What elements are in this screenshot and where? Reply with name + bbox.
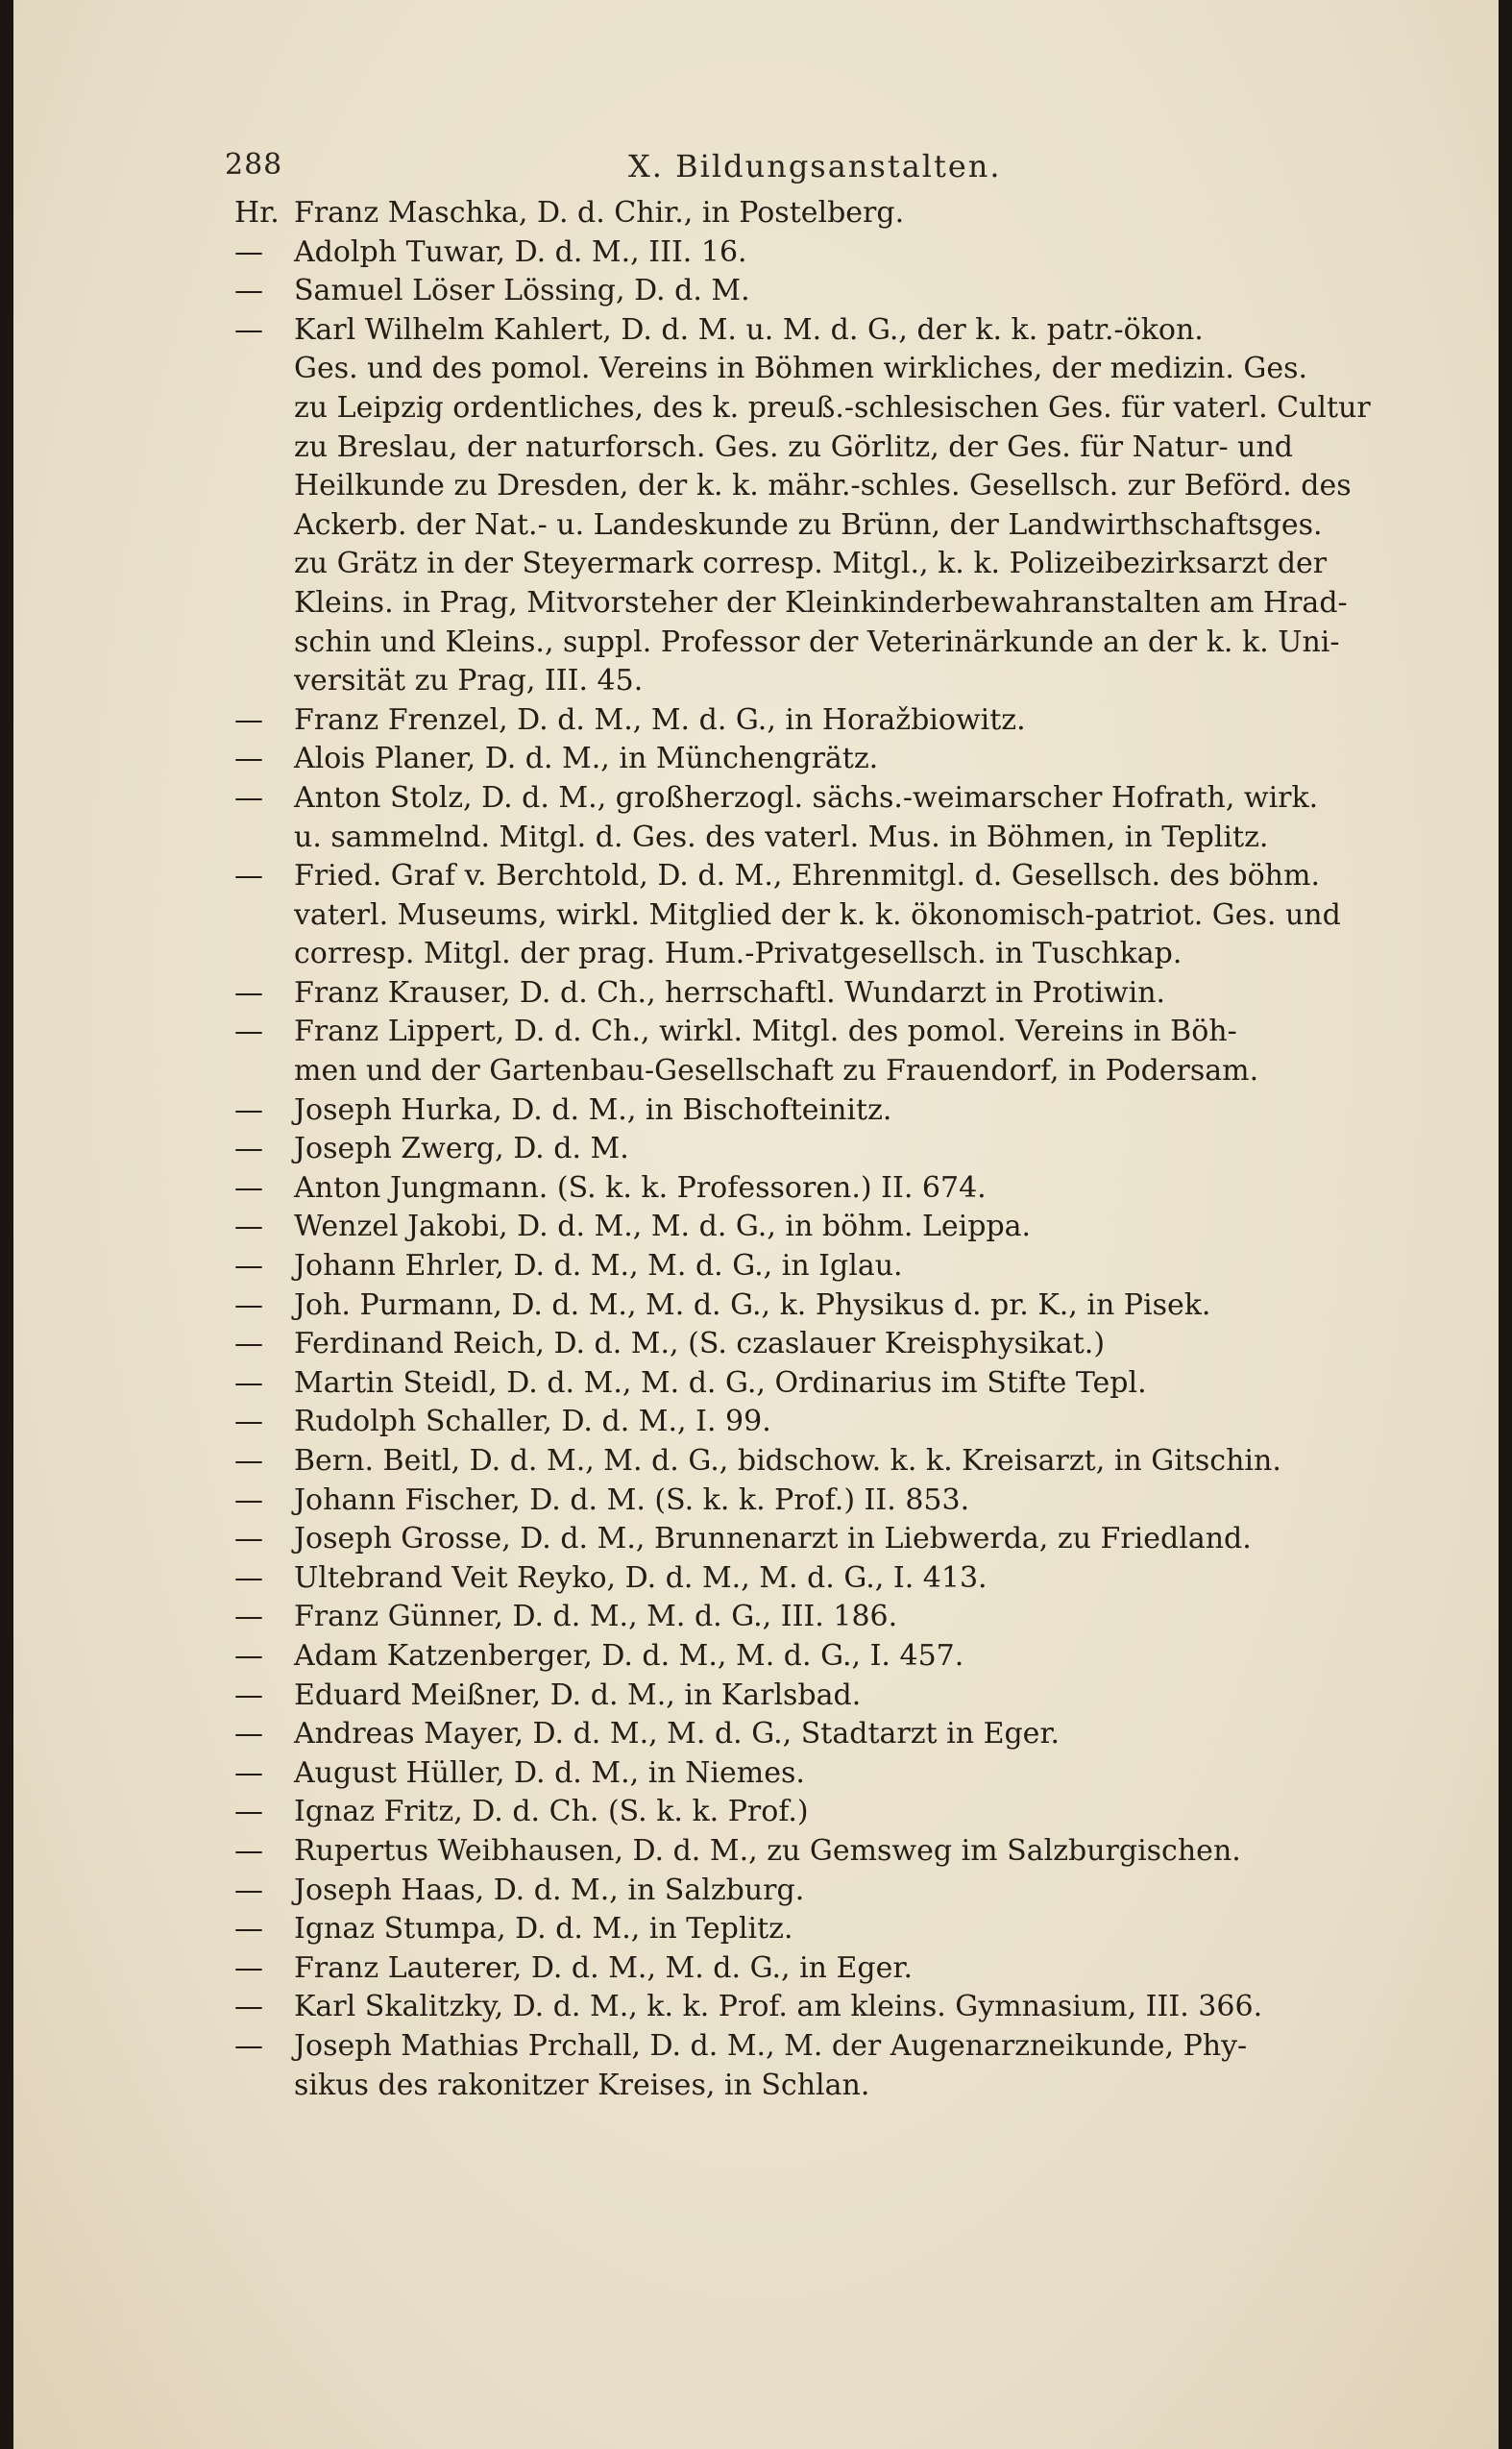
- entry-text: Johann Fischer, D. d. M. (S. k. k. Prof.) II. 853.: [294, 1482, 970, 1517]
- entry-continuation-line: [234, 350, 1454, 389]
- list-item: [234, 1988, 1454, 2027]
- entry-text: Ges. und des pomol. Vereins in Böhmen wirkliches, der medizin. Ges.: [294, 352, 1308, 386]
- entry-line: [234, 740, 1454, 779]
- list-item: [234, 1091, 1454, 1131]
- list-item: [234, 1910, 1454, 1949]
- running-head: X. Bildungsanstalten.: [628, 148, 1002, 184]
- entry-line: [234, 1286, 1454, 1326]
- entry-lead-marker: —: [234, 1132, 263, 1166]
- list-item: [234, 1286, 1454, 1326]
- list-item: [234, 1442, 1454, 1482]
- list-item: [234, 1403, 1454, 1442]
- entry-lead-marker: —: [234, 1990, 263, 2024]
- entry-text: Karl Wilhelm Kahlert, D. d. M. u. M. d. G., der k. k. patr.-ökon.: [294, 312, 1204, 347]
- entry-text: Rupertus Weibhausen, D. d. M., zu Gemsweg im Salzburgischen.: [294, 1833, 1241, 1868]
- entry-line: [234, 1559, 1454, 1599]
- entry-lead-marker: —: [234, 975, 263, 1010]
- entry-lead-marker: —: [234, 780, 263, 815]
- entry-text: Franz Günner, D. d. M., M. d. G., III. 186.: [294, 1600, 898, 1634]
- entry-text: Franz Lippert, D. d. Ch., wirkl. Mitgl. des pomol. Vereins in Böh-: [294, 1015, 1237, 1049]
- entry-lead-marker: —: [234, 1170, 263, 1205]
- list-item: [234, 1482, 1454, 1521]
- entry-lead-marker: —: [234, 1873, 263, 1907]
- entry-text: Joseph Haas, D. d. M., in Salzburg.: [294, 1873, 805, 1907]
- entry-line: [234, 1910, 1454, 1949]
- entry-lead-marker: —: [234, 1365, 263, 1400]
- entry-lead-marker: —: [234, 1444, 263, 1478]
- list-item: [234, 1715, 1454, 1754]
- list-item: [234, 974, 1454, 1014]
- entry-lead-marker: —: [234, 702, 263, 737]
- entry-text: Wenzel Jakobi, D. d. M., M. d. G., in böhm. Leippa.: [294, 1210, 1032, 1244]
- entry-lead-marker: —: [234, 1092, 263, 1127]
- entry-text: Franz Krauser, D. d. Ch., herrschaftl. Wundarzt in Protiwin.: [294, 975, 1166, 1010]
- entry-continuation-line: [234, 2067, 1454, 2106]
- entry-lead-marker: —: [234, 234, 263, 269]
- entry-text: Bern. Beitl, D. d. M., M. d. G., bidschow. k. k. Kreisarzt, in Gitschin.: [294, 1444, 1281, 1478]
- list-item: [234, 1949, 1454, 1989]
- entry-lead-marker: —: [234, 1678, 263, 1712]
- entry-line: [234, 1793, 1454, 1832]
- entry-text: Joh. Purmann, D. d. M., M. d. G., k. Physikus d. pr. K., in Pisek.: [294, 1287, 1211, 1322]
- entry-line: [234, 1832, 1454, 1872]
- list-item: [234, 1169, 1454, 1209]
- entry-line: [234, 1325, 1454, 1364]
- list-item: [234, 740, 1454, 779]
- entry-continuation-line: [234, 467, 1454, 506]
- list-item: [234, 1364, 1454, 1404]
- entry-text: Samuel Löser Lössing, D. d. M.: [294, 274, 750, 308]
- entry-lead-marker: —: [234, 859, 263, 894]
- entry-lead-marker: —: [234, 1287, 263, 1322]
- page-header: [225, 148, 1474, 190]
- list-item: [234, 194, 1454, 233]
- entry-text: corresp. Mitgl. der prag. Hum.-Privatgesellsch. in Tuschkap.: [294, 937, 1183, 971]
- entry-line: [234, 1013, 1454, 1052]
- entry-text: Joseph Hurka, D. d. M., in Bischofteinitz.: [294, 1092, 892, 1127]
- entry-text: Anton Stolz, D. d. M., großherzogl. sächs.-weimarscher Hofrath, wirk.: [294, 780, 1319, 815]
- entry-list: [234, 194, 1454, 2105]
- entry-line: [234, 1872, 1454, 1911]
- entry-continuation-line: [234, 624, 1454, 663]
- entry-text: Heilkunde zu Dresden, der k. k. mähr.-schles. Gesellsch. zur Beförd. des: [294, 469, 1352, 503]
- list-item: [234, 233, 1454, 273]
- entry-line: [234, 311, 1454, 351]
- entry-lead-marker: —: [234, 742, 263, 776]
- list-item: [234, 311, 1454, 701]
- entry-continuation-line: [234, 429, 1454, 468]
- list-item: [234, 1559, 1454, 1599]
- entry-line: [234, 1754, 1454, 1794]
- entry-text: Fried. Graf v. Berchtold, D. d. M., Ehrenmitgl. d. Gesellsch. des böhm.: [294, 859, 1320, 894]
- entry-line: [234, 194, 1454, 233]
- entry-text: August Hüller, D. d. M., in Niemes.: [294, 1755, 805, 1790]
- entry-lead-marker: —: [234, 1600, 263, 1634]
- entry-lead-marker: —: [234, 1912, 263, 1947]
- entry-line: [234, 1715, 1454, 1754]
- list-item: [234, 1013, 1454, 1090]
- entry-text: Franz Lauterer, D. d. M., M. d. G., in Eger.: [294, 1950, 913, 1985]
- list-item: [234, 779, 1454, 857]
- list-item: [234, 1637, 1454, 1677]
- list-item: [234, 1872, 1454, 1911]
- entry-text: Joseph Zwerg, D. d. M.: [294, 1132, 629, 1166]
- entry-text: zu Leipzig ordentliches, des k. preuß.-schlesischen Ges. für vaterl. Cultur: [294, 390, 1371, 425]
- entry-line: [234, 272, 1454, 311]
- entry-text: zu Breslau, der naturforsch. Ges. zu Görlitz, der Ges. für Natur- und: [294, 429, 1293, 464]
- entry-continuation-line: [234, 389, 1454, 429]
- entry-line: [234, 1598, 1454, 1637]
- entry-continuation-line: [234, 506, 1454, 546]
- entry-lead-marker: —: [234, 1755, 263, 1790]
- list-item: [234, 272, 1454, 311]
- entry-text: Karl Skalitzky, D. d. M., k. k. Prof. am kleins. Gymnasium, III. 366.: [294, 1990, 1263, 2024]
- entry-text: sikus des rakonitzer Kreises, in Schlan.: [294, 2068, 870, 2102]
- entry-lead-marker: —: [234, 312, 263, 347]
- entry-text: Rudolph Schaller, D. d. M., I. 99.: [294, 1405, 771, 1439]
- entry-lead-marker: —: [234, 1210, 263, 1244]
- book-page: [13, 0, 1499, 2449]
- entry-continuation-line: [234, 896, 1454, 936]
- entry-line: [234, 233, 1454, 273]
- entry-text: Andreas Mayer, D. d. M., M. d. G., Stadtarzt in Eger.: [294, 1717, 1061, 1751]
- list-item: [234, 1325, 1454, 1364]
- entry-lead-marker: —: [234, 1327, 263, 1361]
- entry-line: [234, 1247, 1454, 1286]
- entry-lead-marker: —: [234, 1522, 263, 1556]
- list-item: [234, 1208, 1454, 1247]
- entry-line: [234, 779, 1454, 819]
- entry-line: [234, 1091, 1454, 1131]
- entry-text: Anton Jungmann. (S. k. k. Professoren.) II. 674.: [294, 1170, 987, 1205]
- entry-text: Ferdinand Reich, D. d. M., (S. czaslauer Kreisphysikat.): [294, 1327, 1106, 1361]
- list-item: [234, 1598, 1454, 1637]
- entry-text: Martin Steidl, D. d. M., M. d. G., Ordinarius im Stifte Tepl.: [294, 1365, 1147, 1400]
- entry-text: Joseph Grosse, D. d. M., Brunnenarzt in Liebwerda, zu Friedland.: [294, 1522, 1252, 1556]
- entry-line: [234, 1988, 1454, 2027]
- entry-line: [234, 2027, 1454, 2067]
- entry-text: men und der Gartenbau-Gesellschaft zu Frauendorf, in Podersam.: [294, 1054, 1259, 1089]
- entry-lead-marker: —: [234, 1638, 263, 1673]
- entry-line: [234, 1364, 1454, 1404]
- entry-text: Alois Planer, D. d. M., in Münchengrätz.: [294, 742, 879, 776]
- entry-lead-marker: —: [234, 274, 263, 308]
- entry-line: [234, 1169, 1454, 1209]
- entry-lead-marker: —: [234, 1249, 263, 1284]
- entry-lead-marker: Hr.: [234, 196, 280, 230]
- entry-line: [234, 974, 1454, 1014]
- entry-line: [234, 1637, 1454, 1677]
- entry-lead-marker: —: [234, 1560, 263, 1595]
- entry-continuation-line: [234, 545, 1454, 584]
- entry-lead-marker: —: [234, 1795, 263, 1829]
- list-item: [234, 1130, 1454, 1169]
- list-item: [234, 1754, 1454, 1794]
- entry-text: Adolph Tuwar, D. d. M., III. 16.: [294, 234, 747, 269]
- entry-continuation-line: [234, 662, 1454, 701]
- entry-line: [234, 1949, 1454, 1989]
- entry-text: versität zu Prag, III. 45.: [294, 664, 644, 698]
- entry-line: [234, 857, 1454, 896]
- page-number: 288: [225, 148, 283, 182]
- entry-text: Ignaz Fritz, D. d. Ch. (S. k. k. Prof.): [294, 1795, 809, 1829]
- entry-line: [234, 1482, 1454, 1521]
- entry-text: Ackerb. der Nat.- u. Landeskunde zu Brünn, der Landwirthschaftsges.: [294, 507, 1323, 542]
- list-item: [234, 701, 1454, 741]
- entry-line: [234, 701, 1454, 741]
- entry-text: Franz Frenzel, D. d. M., M. d. G., in Horažbiowitz.: [294, 702, 1026, 737]
- entry-text: Johann Ehrler, D. d. M., M. d. G., in Iglau.: [294, 1249, 903, 1284]
- entry-text: Ultebrand Veit Reyko, D. d. M., M. d. G., I. 413.: [294, 1560, 988, 1595]
- list-item: [234, 1677, 1454, 1716]
- entry-line: [234, 1208, 1454, 1247]
- entry-lead-marker: —: [234, 1405, 263, 1439]
- entry-text: vaterl. Museums, wirkl. Mitglied der k. k. ökonomisch-patriot. Ges. und: [294, 897, 1341, 932]
- list-item: [234, 1832, 1454, 1872]
- entry-line: [234, 1403, 1454, 1442]
- list-item: [234, 1520, 1454, 1559]
- entry-text: Adam Katzenberger, D. d. M., M. d. G., I. 457.: [294, 1638, 964, 1673]
- entry-lead-marker: —: [234, 2028, 263, 2063]
- entry-text: Eduard Meißner, D. d. M., in Karlsbad.: [294, 1678, 862, 1712]
- entry-text: Franz Maschka, D. d. Chir., in Postelberg.: [294, 196, 905, 230]
- entry-lead-marker: —: [234, 1950, 263, 1985]
- entry-continuation-line: [234, 1052, 1454, 1091]
- entry-lead-marker: —: [234, 1015, 263, 1049]
- entry-text: Joseph Mathias Prchall, D. d. M., M. der Augenarzneikunde, Phy-: [294, 2028, 1248, 2063]
- list-item: [234, 2027, 1454, 2105]
- entry-lead-marker: —: [234, 1717, 263, 1751]
- entry-continuation-line: [234, 935, 1454, 974]
- entry-line: [234, 1130, 1454, 1169]
- entry-line: [234, 1442, 1454, 1482]
- entry-line: [234, 1520, 1454, 1559]
- entry-lead-marker: —: [234, 1482, 263, 1517]
- entry-text: zu Grätz in der Steyermark corresp. Mitgl., k. k. Polizeibezirksarzt der: [294, 547, 1328, 581]
- list-item: [234, 857, 1454, 974]
- entry-continuation-line: [234, 584, 1454, 624]
- entry-continuation-line: [234, 819, 1454, 858]
- entry-lead-marker: —: [234, 1833, 263, 1868]
- entry-text: schin und Kleins., suppl. Professor der Veterinärkunde an der k. k. Uni-: [294, 624, 1340, 659]
- entry-text: u. sammelnd. Mitgl. d. Ges. des vaterl. Mus. in Böhmen, in Teplitz.: [294, 820, 1269, 854]
- entry-text: Kleins. in Prag, Mitvorsteher der Kleinkinderbewahranstalten am Hrad-: [294, 585, 1348, 620]
- list-item: [234, 1247, 1454, 1286]
- list-item: [234, 1793, 1454, 1832]
- entry-line: [234, 1677, 1454, 1716]
- entry-text: Ignaz Stumpa, D. d. M., in Teplitz.: [294, 1912, 793, 1947]
